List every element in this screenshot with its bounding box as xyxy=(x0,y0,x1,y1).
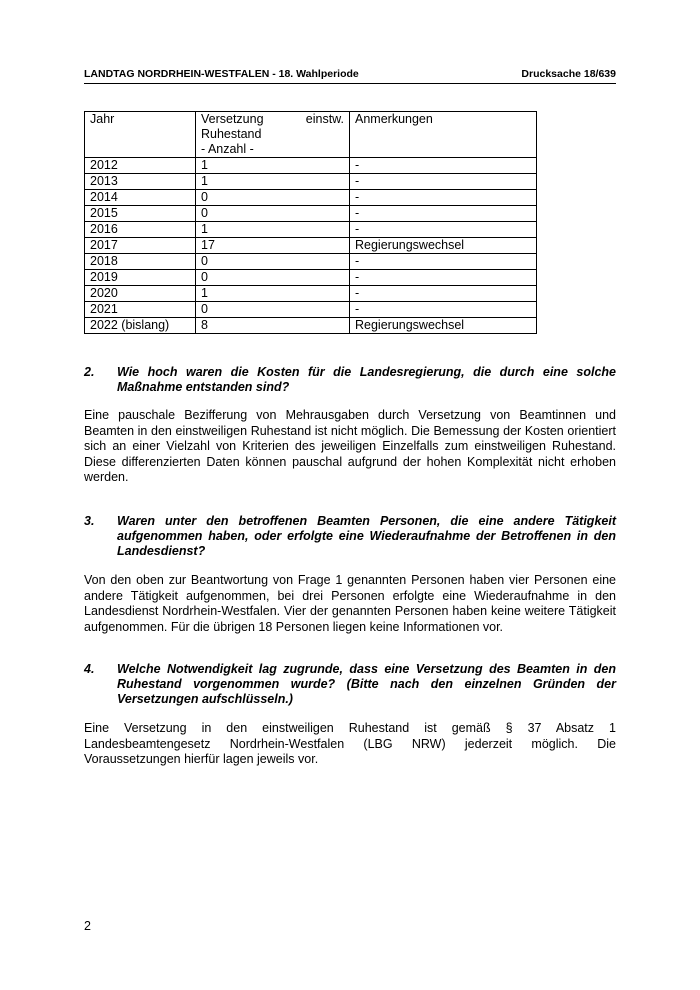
header-cell-remarks: Anmerkungen xyxy=(350,112,537,158)
cell-year: 2013 xyxy=(85,174,196,190)
cell-year: 2017 xyxy=(85,238,196,254)
retirement-table xyxy=(84,111,537,334)
cell-remarks: - xyxy=(350,270,537,286)
header-count-line3: - Anzahl - xyxy=(201,142,254,156)
page-header xyxy=(84,68,616,84)
question-text: Welche Notwendigkeit lag zugrunde, dass eine Versetzung des Beamten in den Ruhestand vorgenommen wurde? (Bitte nach den einzelnen Gründen der Versetzungen aufschlüsseln.) xyxy=(117,662,616,706)
cell-remarks: Regierungswechsel xyxy=(350,238,537,254)
cell-remarks: - xyxy=(350,302,537,318)
question-2 xyxy=(84,365,616,395)
cell-count: 0 xyxy=(196,302,350,318)
cell-remarks: - xyxy=(350,174,537,190)
table-header-row xyxy=(85,112,537,158)
cell-year: 2020 xyxy=(85,286,196,302)
cell-count: 1 xyxy=(196,286,350,302)
table-row xyxy=(85,190,537,206)
document-number: Drucksache 18/639 xyxy=(521,68,616,80)
header-cell-count xyxy=(196,112,350,158)
header-cell-year: Jahr xyxy=(85,112,196,158)
answer-2: Eine pauschale Bezifferung von Mehrausgaben durch Versetzung von Beamtinnen und Beamten in den einstweiligen Ruhestand ist nicht möglich. Die Bemessung der Kosten orientiert sich an einer Vielzahl von Kriterien des jeweiligen Einzelfalls zum einstweiligen Ruhestand. Diese differenzierten Daten können pauschal aufgrund der hohen Komplexität nicht erhoben werden. xyxy=(84,408,616,484)
cell-year: 2012 xyxy=(85,158,196,174)
cell-year: 2015 xyxy=(85,206,196,222)
question-text: Waren unter den betroffenen Beamten Personen, die eine andere Tätigkeit aufgenommen haben, oder erfolgte eine Wiederaufnahme der Betroffenen in den Landesdienst? xyxy=(117,514,616,558)
cell-remarks: - xyxy=(350,222,537,238)
answer-4: Eine Versetzung in den einstweiligen Ruhestand ist gemäß § 37 Absatz 1 Landesbeamtengesetz Nordrhein-Westfalen (LBG NRW) jederzeit möglich. Die Voraussetzungen hierfür lagen jeweils vor. xyxy=(84,721,616,766)
question-3 xyxy=(84,514,616,559)
cell-remarks: - xyxy=(350,158,537,174)
header-count-word1: Versetzung xyxy=(201,112,264,126)
cell-remarks: - xyxy=(350,254,537,270)
table-row xyxy=(85,238,537,254)
header-count-word2: einstw. xyxy=(305,112,344,126)
question-number: 3. xyxy=(84,514,95,528)
cell-count: 1 xyxy=(196,174,350,190)
table-row xyxy=(85,222,537,238)
table-row xyxy=(85,270,537,286)
cell-count: 0 xyxy=(196,206,350,222)
table-row xyxy=(85,206,537,222)
cell-year: 2021 xyxy=(85,302,196,318)
cell-year: 2019 xyxy=(85,270,196,286)
table-row xyxy=(85,254,537,270)
question-number: 4. xyxy=(84,662,95,676)
cell-remarks: - xyxy=(350,206,537,222)
cell-count: 1 xyxy=(196,158,350,174)
cell-remarks: - xyxy=(350,190,537,206)
header-title: LANDTAG NORDRHEIN-WESTFALEN - 18. Wahlperiode xyxy=(84,68,359,80)
cell-year: 2016 xyxy=(85,222,196,238)
cell-count: 0 xyxy=(196,270,350,286)
table-row xyxy=(85,318,537,334)
cell-count: 0 xyxy=(196,190,350,206)
question-text: Wie hoch waren die Kosten für die Landesregierung, die durch eine solche Maßnahme entstanden sind? xyxy=(117,365,616,394)
table-row xyxy=(85,174,537,190)
cell-remarks: - xyxy=(350,286,537,302)
page-number: 2 xyxy=(84,919,91,933)
question-4 xyxy=(84,662,616,707)
cell-year: 2014 xyxy=(85,190,196,206)
header-count-line2: Ruhestand xyxy=(201,127,262,141)
cell-count: 17 xyxy=(196,238,350,254)
question-number: 2. xyxy=(84,365,95,379)
cell-count: 0 xyxy=(196,254,350,270)
cell-year: 2022 (bislang) xyxy=(85,318,196,334)
cell-count: 1 xyxy=(196,222,350,238)
cell-year: 2018 xyxy=(85,254,196,270)
table-row xyxy=(85,158,537,174)
cell-count: 8 xyxy=(196,318,350,334)
table-row xyxy=(85,302,537,318)
answer-3: Von den oben zur Beantwortung von Frage 1 genannten Personen haben vier Personen eine andere Tätigkeit aufgenommen, bei drei Personen erfolgte eine Wiederaufnahme in den Landesdienst Nordrhein-Westfalen. Vier der genannten Personen haben keine weitere Tätigkeit aufgenommen. Für die übrigen 18 Personen liegen keine Informationen vor. xyxy=(84,573,616,634)
table-row xyxy=(85,286,537,302)
cell-remarks: Regierungswechsel xyxy=(350,318,537,334)
